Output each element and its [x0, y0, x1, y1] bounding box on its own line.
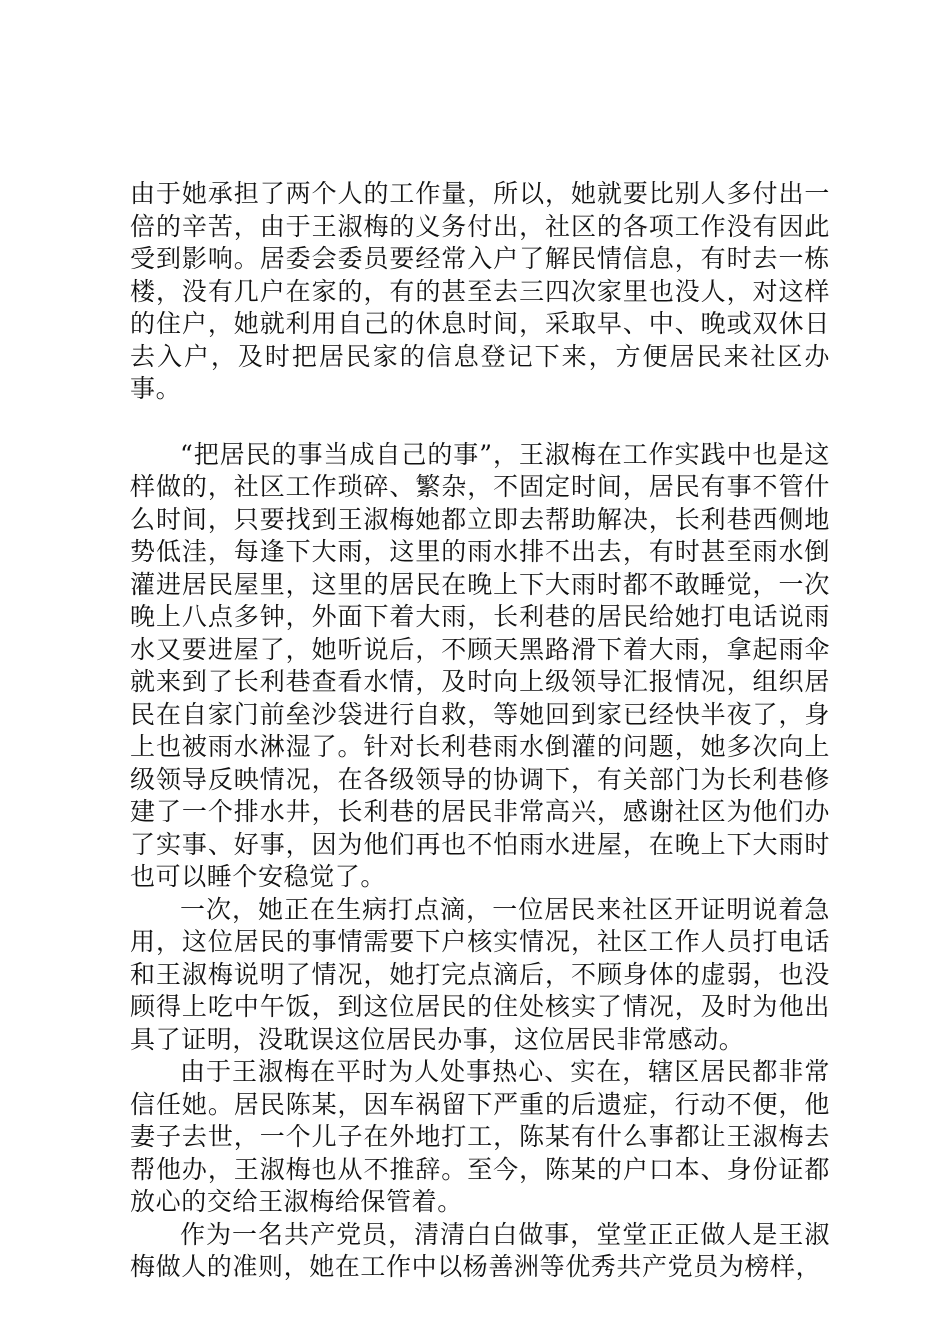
paragraph-gap	[130, 406, 830, 439]
paragraph-5: 作为一名共产党员，清清白白做事，堂堂正正做人是王淑梅做人的准则，她在工作中以杨善洲等优秀共产党员为榜样，	[130, 1219, 830, 1281]
paragraph-4: 由于王淑梅在平时为人处事热心、实在，辖区居民都非常信任她。居民陈某，因车祸留下严重的后遗症，行动不便，他妻子去世，一个儿子在外地打工，陈某有什么事都让王淑梅去帮他办，王淑梅也从不推辞。至今，陈某的户口本、身份证都放心的交给王淑梅给保管着。	[130, 1057, 830, 1216]
paragraph-2: “把居民的事当成自己的事”，王淑梅在工作实践中也是这样做的，社区工作琐碎、繁杂，不固定时间，居民有事不管什么时间，只要找到王淑梅她都立即去帮助解决，长利巷西侧地势低洼，每逢下大雨，这里的雨水排不出去，有时甚至雨水倒灌进居民屋里，这里的居民在晚上下大雨时都不敢睡觉，一次晚上八点多钟，外面下着大雨，长利巷的居民给她打电话说雨水又要进屋了，她听说后，不顾天黑路滑下着大雨，拿起雨伞就来到了长利巷查看水情，及时向上级领导汇报情况，组织居民在自家门前垒沙袋进行自救，等她回到家已经快半夜了，身上也被雨水淋湿了。针对长利巷雨水倒灌的问题，她多次向上级领导反映情况，在各级领导的协调下，有关部门为长利巷修建了一个排水井，长利巷的居民非常高兴，感谢社区为他们办了实事、好事，因为他们再也不怕雨水进屋，在晚上下大雨时也可以睡个安稳觉了。	[130, 439, 830, 891]
paragraph-3: 一次，她正在生病打点滴，一位居民来社区开证明说着急用，这位居民的事情需要下户核实情况，社区工作人员打电话和王淑梅说明了情况，她打完点滴后，不顾身体的虚弱，也没顾得上吃中午饭，到这位居民的住处核实了情况，及时为他出具了证明，没耽误这位居民办事，这位居民非常感动。	[130, 894, 830, 1054]
document-body	[130, 178, 830, 1284]
paragraph-1: 由于她承担了两个人的工作量，所以，她就要比别人多付出一倍的辛苦，由于王淑梅的义务付出，社区的各项工作没有因此受到影响。居委会委员要经常入户了解民情信息，有时去一栋楼，没有几户在家的，有的甚至去三四次家里也没人，对这样的住户，她就利用自己的休息时间，采取早、中、晚或双休日去入户，及时把居民家的信息登记下来，方便居民来社区办事。	[130, 179, 830, 403]
